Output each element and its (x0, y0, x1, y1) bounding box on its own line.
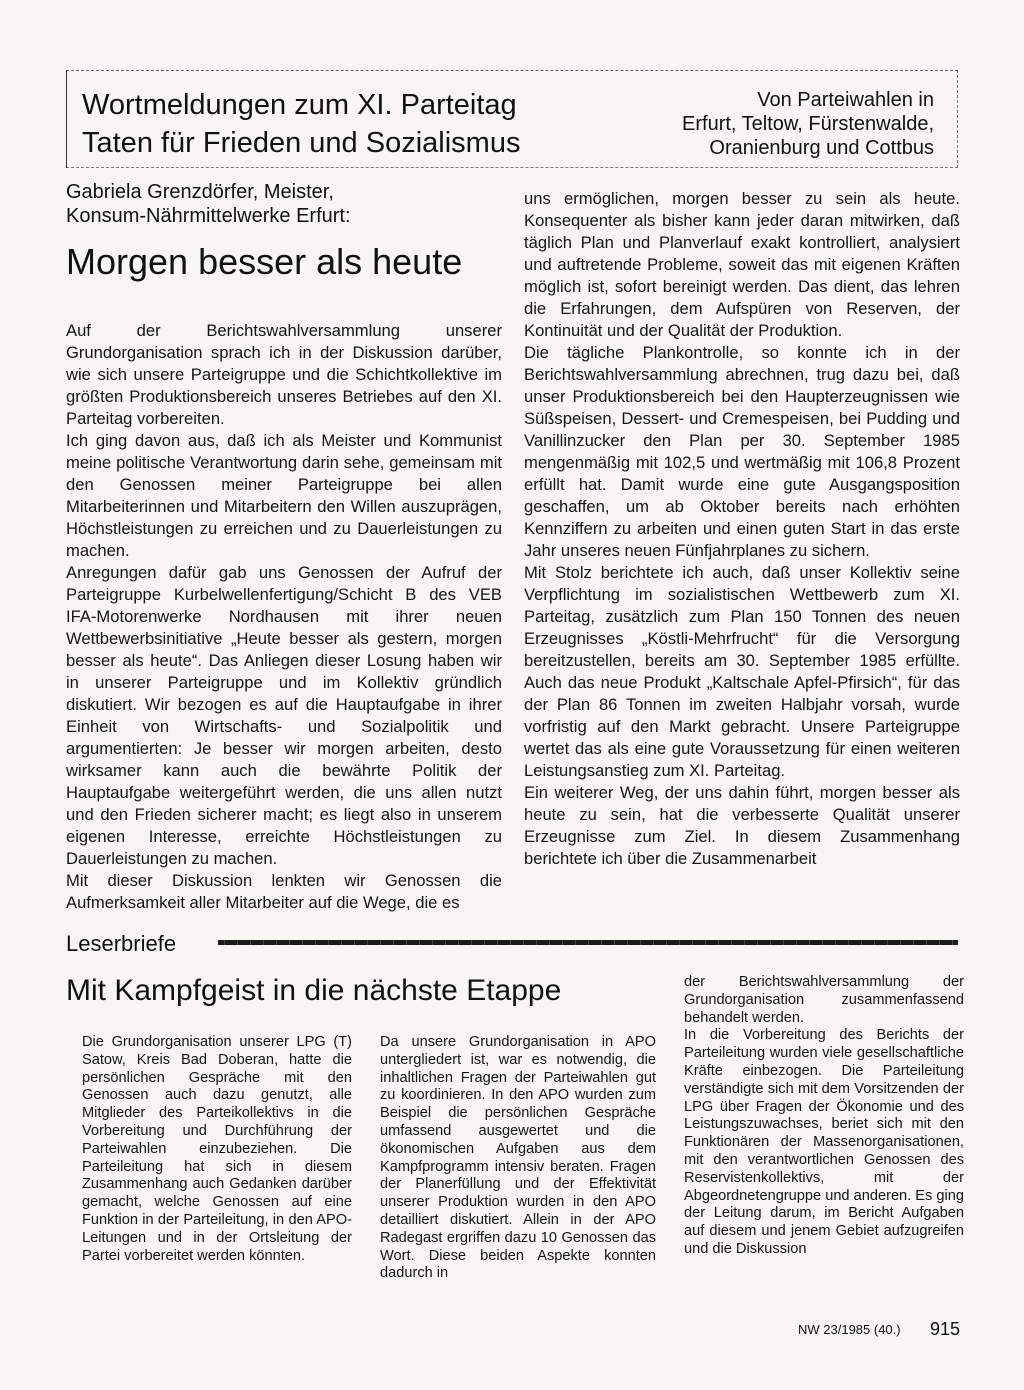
letters-column-2 (380, 1034, 656, 1283)
header-side-note (604, 88, 934, 160)
header-subtitle: Taten für Frieden und Sozialismus (82, 127, 521, 159)
header-side-line: Erfurt, Teltow, Fürstenwalde, (682, 113, 934, 135)
letters-headline: Mit Kampfgeist in die nächste Etappe (66, 974, 562, 1007)
letters-column-3 (684, 974, 964, 1259)
header-side-line: Von Parteiwahlen in (757, 89, 934, 111)
paragraph: In die Vorbereitung des Berichts der Parteileitung wurden viele gesellschaftliche Kräfte einbezogen. Die Parteileitung verständigte sich mit dem Vorsitzenden der LPG über Fragen der Ökonomie und des Leistungszuwachses, beriet sich mit den Funktionären der Massenorganisationen, mit den verantwortlichen Genossen des Reservistenkollektivs, mit der Abgeordnetengruppe und anderen. Es ging der Leitung darum, im Bericht Aufgaben auf diesem und jenem Gebiet aufzugreifen und die Diskussion (684, 1027, 964, 1257)
article-author (66, 180, 506, 228)
page-number: 915 (930, 1319, 961, 1339)
paragraph: Anregungen dafür gab uns Genossen der Aufruf der Parteigruppe Kurbelwellenfertigung/Schicht B des VEB IFA-Motorenwerke Nordhausen mit ihrer neuen Wettbewerbsinitiative „Heute besser als gestern, morgen besser als heute“. Das Anliegen dieser Losung haben wir in unserer Parteigruppe und im Kollektiv gründlich diskutiert. Wir bezogen es auf die Hauptaufgabe in ihrer Einheit von Wirtschafts- und Sozialpolitik und argumentierten: Je besser wir morgen arbeiten, desto wirksamer kann auch die bewährte Politik der Hauptaufgabe weitergeführt werden, die uns allen nutzt und den Frieden sicherer macht; es liegt also in unserem eigenen Interesse, erreichte Höchstleistungen zu Dauerleistungen zu machen. (66, 563, 502, 868)
paragraph: Da unsere Grundorganisation in APO untergliedert ist, war es notwendig, die inhaltlichen Fragen der Parteiwahlen gut zu koordinieren. In den APO wurden zum Beispiel die persönlichen Gespräche umfassend ausgewertet und die ökonomischen Aufgaben aus dem Kampfprogramm intensiv beraten. Fragen der Planerfüllung und der Effektivität unserer Produktion wurden in den APO detailliert diskutiert. Allein in der APO Radegast ergriffen dazu 10 Genossen das Wort. Diese beiden Aspekte konnten dadurch in (380, 1034, 656, 1282)
paragraph: Auf der Berichtswahlversammlung unserer Grundorganisation sprach ich in der Diskussion darüber, wie sich unsere Parteigruppe und die Schichtkollektive im größten Produktionsbereich unseres Betriebes auf den XI. Parteitag vorbereiten. (66, 321, 502, 428)
paragraph: der Berichtswahlversammlung der Grundorganisation zusammenfassend behandelt werden. (684, 974, 964, 1026)
paragraph: uns ermöglichen, morgen besser zu sein als heute. Konsequenter als bisher kann jeder daran mitwirken, daß täglich Plan und Planverlauf exakt kontrolliert, analysiert und auftretende Probleme, soweit das mit eigenen Kräften möglich ist, sofort bereinigt werden. Das dient, das lehren die Erfahrungen, dem Aufspüren von Reserven, der Kontinuität und der Qualität der Produktion. (524, 189, 960, 340)
letters-column-1 (82, 1034, 352, 1265)
paragraph: Mit dieser Diskussion lenkten wir Genossen die Aufmerksamkeit aller Mitarbeiter auf die Wege, die es (66, 871, 502, 912)
issue-reference: NW 23/1985 (40.) (798, 1322, 901, 1337)
author-affiliation: Konsum-Nährmittelwerke Erfurt: (66, 205, 351, 227)
article-column-2 (524, 188, 960, 870)
paragraph: Ich ging davon aus, daß ich als Meister und Kommunist meine politische Verantwortung darin sehe, gemeinsam mit den Genossen meiner Parteigruppe bei allen Mitarbeiterinnen und Mitarbeitern den Willen auszuprägen, Höchstleistungen zu erreichen und zu Dauerleistungen zu machen. (66, 431, 502, 560)
paragraph: Mit Stolz berichtete ich auch, daß unser Kollektiv seine Verpflichtung im sozialistischen Wettbewerb zum XI. Parteitag, zusätzlich zum Plan 150 Tonnen des neuen Erzeugnisses „Köstli-Mehrfrucht“ für die Versorgung bereitzustellen, bereits am 30. September 1985 erfüllte. Auch das neue Produkt „Kaltschale Apfel-Pfirsich“, für das der Plan 86 Tonnen im zweiten Halbjahr vorsah, wurde vorfristig auf den Markt gebracht. Unsere Parteigruppe wertet das als eine gute Voraussetzung für einen weiteren Leistungsanstieg zum XI. Parteitag. (524, 563, 960, 780)
header-title: Wortmeldungen zum XI. Parteitag (82, 89, 517, 121)
header-title-block (82, 86, 642, 162)
article-headline: Morgen besser als heute (66, 241, 463, 282)
section-label: Leserbriefe (66, 931, 177, 956)
paragraph: Die Grundorganisation unserer LPG (T) Satow, Kreis Bad Doberan, hatte die persönlichen Gespräche mit den Genossen auch dazu genutzt, alle Mitglieder des Parteikollektivs in die Vorbereitung und Durchführung der Parteiwahlen einzubeziehen. Die Parteileitung hat sich in diesem Zusammenhang auch Gedanken darüber gemacht, welche Genossen auf eine Funktion in der Parteileitung, in den APO-Leitungen und in der Ortsleitung der Partei vorbereitet werden könnten. (82, 1034, 352, 1264)
paragraph: Die tägliche Plankontrolle, so konnte ich in der Berichtswahlversammlung abrechnen, trug dazu bei, daß unser Produktionsbereich bei den Haupterzeugnissen wie Süßspeisen, Dessert- und Cremespeisen, bei Pudding und Vanillinzucker den Plan per 30. September 1985 mengenmäßig mit 102,5 und wertmäßig mit 106,8 Prozent erfüllt hat. Damit wurde eine gute Ausgangsposition geschaffen, um ab Oktober bereits nach erhöhten Kennziffern zu arbeiten und einen guten Start in das erste Jahr unseres neuen Fünfjahrplanes zu sichern. (524, 343, 960, 560)
header-side-line: Oranienburg und Cottbus (709, 137, 934, 159)
section-rule (218, 940, 958, 945)
article-column-1 (66, 320, 502, 914)
author-name: Gabriela Grenzdörfer, Meister, (66, 181, 334, 203)
paragraph: Ein weiterer Weg, der uns dahin führt, morgen besser als heute zu sein, hat die verbesserte Qualität unserer Erzeugnisse zum Ziel. In diesem Zusammenhang berichtete ich über die Zusammenarbeit (524, 783, 960, 868)
